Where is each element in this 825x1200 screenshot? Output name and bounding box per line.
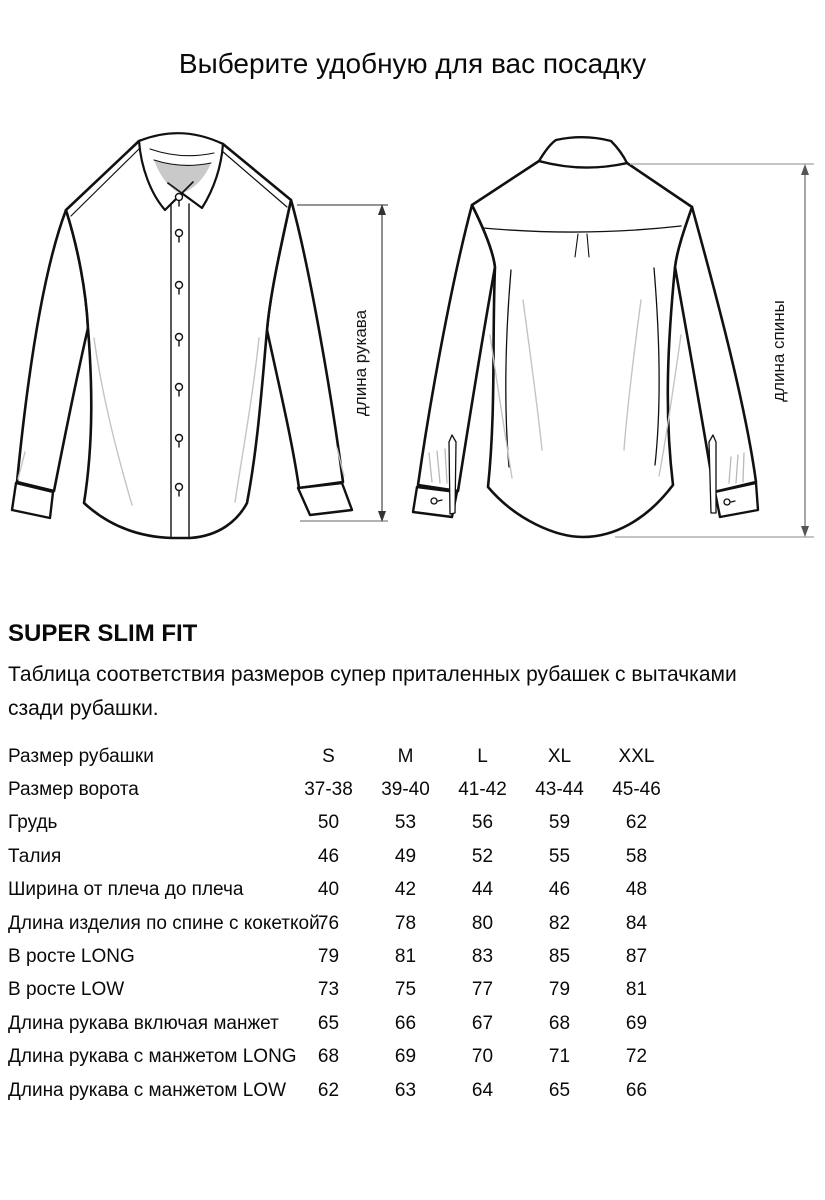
size-cell: 77 (471, 979, 494, 1001)
size-cell: 79 (548, 979, 571, 1001)
size-cell: 81 (625, 979, 648, 1001)
back-collar (539, 137, 627, 167)
size-cell: L (477, 745, 488, 767)
sleeve-length-label: длина рукава (351, 309, 370, 417)
size-cell: 43-44 (535, 779, 584, 801)
row-label: Грудь (8, 812, 58, 834)
size-cell: 85 (548, 946, 571, 968)
row-label: Размер ворота (8, 779, 139, 801)
size-cell: 83 (471, 946, 494, 968)
size-cell: 67 (471, 1012, 494, 1034)
size-cell: 48 (625, 879, 648, 901)
size-cell: 68 (548, 1012, 571, 1034)
table-row (8, 874, 678, 907)
table-row (8, 974, 678, 1007)
back-length-label: длина спины (769, 300, 788, 402)
size-cell: M (397, 745, 414, 767)
size-cell: 84 (625, 912, 648, 934)
size-cell: 64 (471, 1079, 494, 1101)
table-row (8, 740, 678, 773)
size-cell: 81 (394, 946, 417, 968)
size-cell: 65 (317, 1012, 340, 1034)
row-label: Длина рукава включая манжет (8, 1012, 279, 1034)
size-cell: 58 (625, 845, 648, 867)
row-label: Длина изделия по спине с кокеткой (8, 912, 320, 934)
size-table (8, 740, 678, 1107)
size-cell: 46 (317, 845, 340, 867)
size-cell: 87 (625, 946, 648, 968)
table-row (8, 840, 678, 873)
size-cell: XL (547, 745, 572, 767)
size-cell: 78 (394, 912, 417, 934)
row-label: Размер рубашки (8, 745, 154, 767)
size-cell: 76 (317, 912, 340, 934)
size-cell: 75 (394, 979, 417, 1001)
page-title: Выберите удобную для вас посадку (178, 48, 647, 79)
size-cell: 37-38 (304, 779, 353, 801)
size-cell: 69 (625, 1012, 648, 1034)
size-cell: 39-40 (381, 779, 430, 801)
size-cell: 62 (625, 812, 648, 834)
size-cell: 40 (317, 879, 340, 901)
size-cell: 63 (394, 1079, 417, 1101)
size-cell: 44 (471, 879, 494, 901)
table-row (8, 1007, 678, 1040)
size-cell: 79 (317, 946, 340, 968)
size-cell: 46 (548, 879, 571, 901)
size-cell: 62 (317, 1079, 340, 1101)
row-label: В росте LOW (8, 979, 125, 1001)
table-row (8, 907, 678, 940)
row-label: Талия (8, 845, 62, 867)
size-cell: 50 (317, 812, 340, 834)
size-cell: 45-46 (612, 779, 661, 801)
table-row (8, 940, 678, 973)
fit-description: Таблица соответствия размеров супер приталенных рубашек с вытачками сзади рубашки. (8, 663, 737, 720)
row-label: Длина рукава с манжетом LOW (8, 1079, 287, 1101)
size-cell: 68 (317, 1046, 340, 1068)
table-row (8, 1041, 678, 1074)
size-cell: 80 (471, 912, 494, 934)
size-cell: 69 (394, 1046, 417, 1068)
size-cell: XXL (618, 745, 655, 767)
shirt-front-drawing (12, 133, 352, 538)
size-cell: 53 (394, 812, 417, 834)
size-cell: 49 (394, 845, 417, 867)
size-cell: 71 (548, 1046, 571, 1068)
size-cell: 66 (394, 1012, 417, 1034)
size-cell: 56 (471, 812, 494, 834)
size-cell: 70 (471, 1046, 494, 1068)
size-cell: 41-42 (458, 779, 507, 801)
fit-name-heading: SUPER SLIM FIT (8, 620, 198, 647)
row-label: Длина рукава с манжетом LONG (8, 1046, 297, 1068)
size-cell: 82 (548, 912, 571, 934)
shirt-back-drawing (413, 137, 758, 537)
size-cell: 42 (394, 879, 417, 901)
row-label: В росте LONG (8, 946, 135, 968)
shirt-front-back-diagram (0, 110, 825, 580)
size-cell: 59 (548, 812, 571, 834)
table-row (8, 1074, 678, 1107)
size-cell: 65 (548, 1079, 571, 1101)
size-cell: S (322, 745, 335, 767)
row-label: Ширина от плеча до плеча (8, 879, 244, 901)
size-cell: 52 (471, 845, 494, 867)
fit-illustrations (0, 110, 825, 580)
size-cell: 73 (317, 979, 340, 1001)
table-row (8, 807, 678, 840)
size-cell: 55 (548, 845, 571, 867)
table-row (8, 773, 678, 806)
size-cell: 72 (625, 1046, 648, 1068)
size-cell: 66 (625, 1079, 648, 1101)
